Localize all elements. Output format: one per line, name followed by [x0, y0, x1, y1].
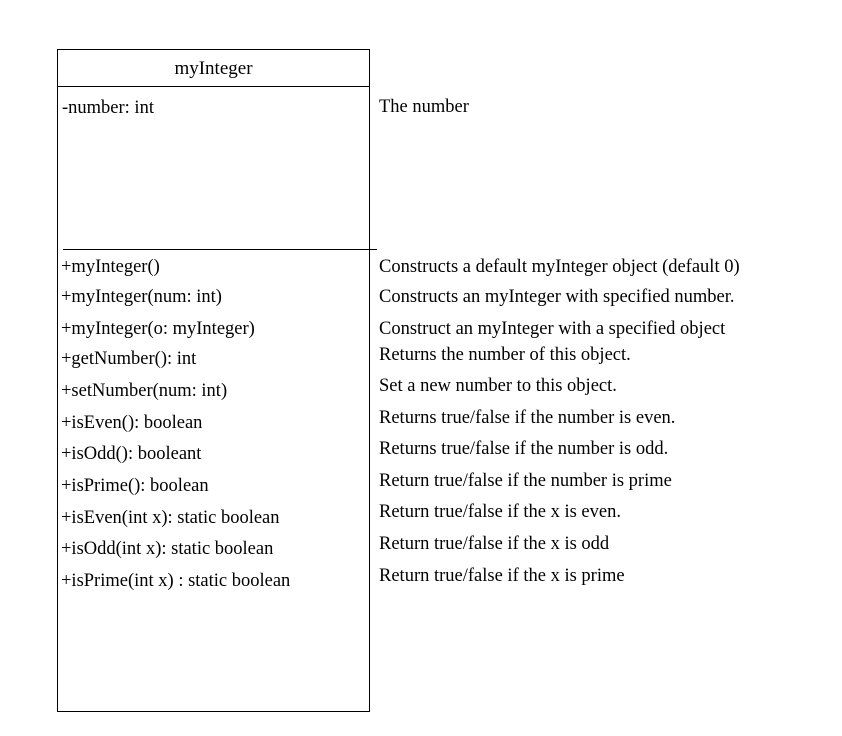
method-description: Return true/false if the x is prime	[379, 566, 625, 586]
methods-divider	[63, 249, 377, 250]
method-signature: +isPrime(): boolean	[61, 476, 209, 496]
method-signature: +getNumber(): int	[61, 349, 197, 369]
method-description: Returns the number of this object.	[379, 345, 631, 365]
attribute-number: -number: int	[62, 98, 154, 118]
method-signature: +myInteger(num: int)	[61, 287, 222, 307]
method-signature: +setNumber(num: int)	[61, 381, 228, 401]
method-signature: +isPrime(int x) : static boolean	[61, 571, 291, 591]
method-signature: +isOdd(): booleant	[61, 444, 202, 464]
method-signature: +myInteger()	[61, 257, 160, 277]
method-signature: +myInteger(o: myInteger)	[61, 319, 255, 339]
method-signature: +isEven(): boolean	[61, 413, 203, 433]
method-description: Constructs an myInteger with specified number.	[379, 287, 735, 307]
method-description: Returns true/false if the number is even.	[379, 408, 676, 428]
method-description: Returns true/false if the number is odd.	[379, 439, 669, 459]
method-signature: +isEven(int x): static boolean	[61, 508, 280, 528]
method-description: Return true/false if the x is even.	[379, 502, 621, 522]
method-signature: +isOdd(int x): static boolean	[61, 539, 274, 559]
attribute-description: The number	[379, 97, 469, 117]
method-description: Set a new number to this object.	[379, 376, 617, 396]
method-description: Return true/false if the number is prime	[379, 471, 672, 491]
method-description: Construct an myInteger with a specified object	[379, 319, 726, 339]
class-name: myInteger	[58, 50, 369, 87]
method-description: Constructs a default myInteger object (default 0)	[379, 257, 740, 277]
method-description: Return true/false if the x is odd	[379, 534, 610, 554]
